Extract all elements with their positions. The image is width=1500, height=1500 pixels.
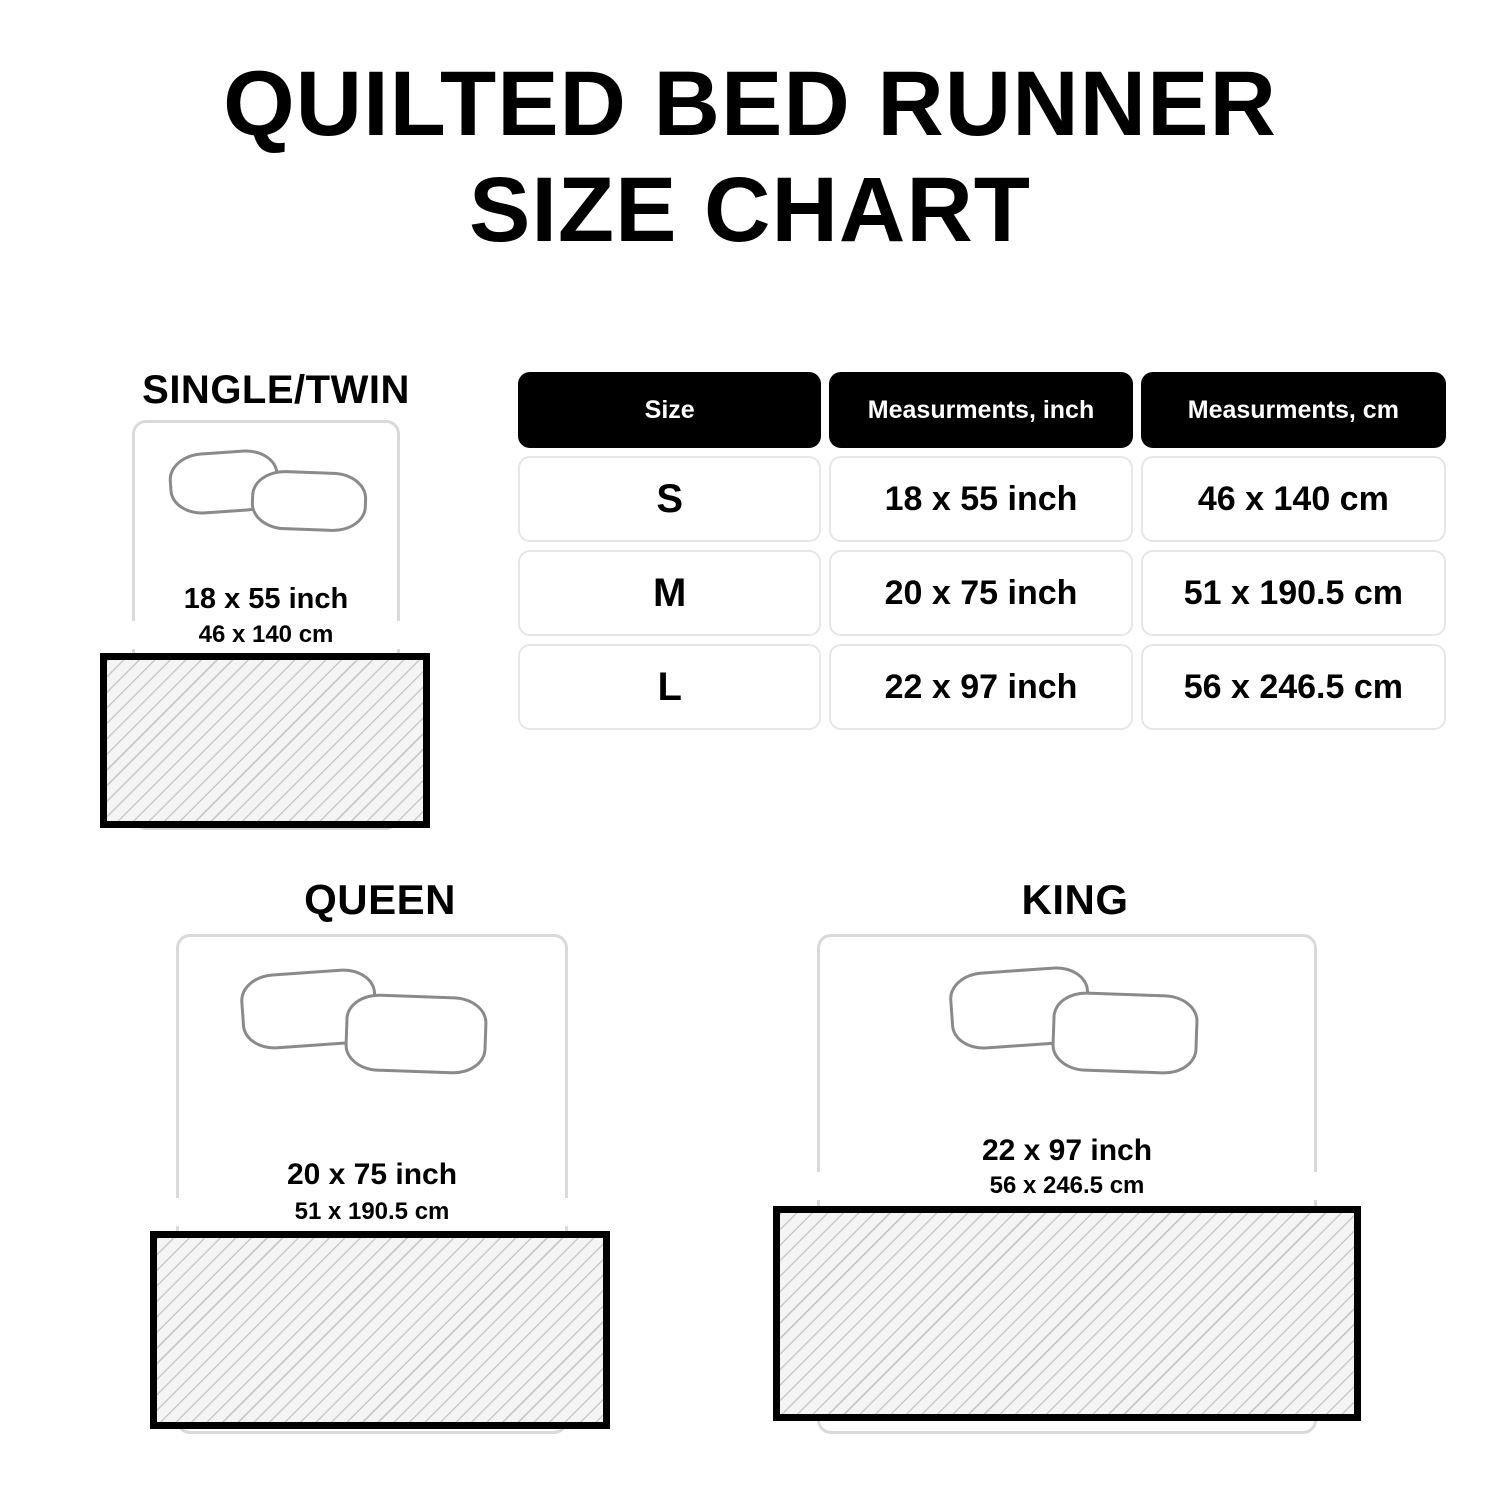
bed-runner-queen — [150, 1231, 610, 1429]
column-header-size: Size — [518, 372, 821, 448]
table-row — [518, 550, 1446, 636]
size-table — [518, 372, 1446, 738]
diagram-title-king: KING — [1021, 876, 1129, 923]
cell-size-m: M — [518, 550, 821, 636]
title-line-1: QUILTED BED RUNNER — [223, 53, 1277, 155]
dimension-cm-single-twin: 46 x 140 cm — [120, 621, 412, 649]
column-header-inch: Measurments, inch — [829, 372, 1132, 448]
cell-size-s: S — [518, 456, 821, 542]
cell-size-l: L — [518, 644, 821, 730]
diagram-queen — [150, 876, 610, 1225]
column-header-cm: Measurments, cm — [1141, 372, 1446, 448]
cell-cm-m: 51 x 190.5 cm — [1141, 550, 1446, 636]
cell-inch-m: 20 x 75 inch — [829, 550, 1132, 636]
bed-runner-king — [773, 1206, 1361, 1421]
diagram-title-queen: QUEEN — [304, 876, 456, 923]
cell-inch-l: 22 x 97 inch — [829, 644, 1132, 730]
dimension-inch-single-twin: 18 x 55 inch — [183, 583, 349, 615]
title-line-2: SIZE CHART — [469, 158, 1031, 261]
cell-cm-s: 46 x 140 cm — [1141, 456, 1446, 542]
bed-runner-single-twin — [100, 653, 430, 828]
dimension-cm-queen: 51 x 190.5 cm — [162, 1198, 582, 1226]
table-row — [518, 644, 1446, 730]
page-title — [0, 52, 1500, 264]
cell-inch-s: 18 x 55 inch — [829, 456, 1132, 542]
diagram-king — [795, 876, 1355, 1199]
table-row — [518, 456, 1446, 542]
pillow-icon — [1051, 990, 1200, 1075]
diagram-title-single-twin: SINGLE/TWIN — [142, 368, 410, 412]
diagram-single-twin — [100, 368, 440, 648]
dimension-inch-king: 22 x 97 inch — [981, 1134, 1153, 1167]
cell-cm-l: 56 x 246.5 cm — [1141, 644, 1446, 730]
table-header-row — [518, 372, 1446, 448]
dimension-inch-queen: 20 x 75 inch — [286, 1158, 458, 1191]
pillow-icon — [344, 993, 489, 1076]
dimension-cm-king: 56 x 246.5 cm — [805, 1172, 1329, 1200]
pillow-icon — [250, 469, 368, 533]
